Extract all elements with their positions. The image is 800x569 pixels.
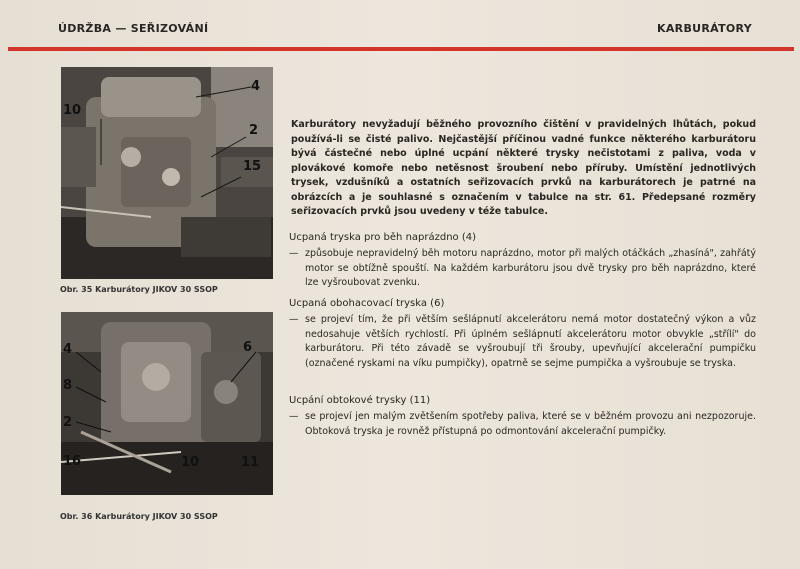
figure-36-callout-16: 16 [63,454,82,469]
section-enrichment-jet-title: Ucpaná obohacovací tryska (6) [289,298,445,309]
carburetor-photo-1-image [61,67,273,279]
figure-36-callout-2: 2 [63,415,73,430]
figure-36-callout-4: 4 [63,342,73,357]
figure-36-callout-10: 10 [181,455,200,470]
figure-35-callout-4: 4 [251,79,261,94]
header-rule [8,47,794,51]
figure-36-photo [61,312,273,495]
section-bypass-jet-text: se projeví jen malým zvětšením spotřeby paliva, které se v běžném provozu ani nezpozoruje. Obtoková tryska je rovněž přístupná po odmontování akcelerační pumpičky. [305,411,756,437]
figure-36-caption: Obr. 36 Karburátory JIKOV 30 SSOP [60,512,218,521]
figure-36-callout-8: 8 [63,378,73,393]
figure-35-callout-15: 15 [243,159,262,174]
list-dash: — [289,248,299,259]
figure-36-callout-11: 11 [241,455,260,470]
figure-35-photo [61,67,273,279]
header-chapter-title: KARBURÁTORY [657,22,752,35]
section-bypass-jet-item [289,410,756,439]
section-enrichment-jet-item [289,313,756,371]
figure-36-callout-6: 6 [243,340,253,355]
list-dash: — [289,411,299,422]
section-idle-jet-title: Ucpaná tryska pro běh naprázdno (4) [289,232,477,243]
section-idle-jet-text: způsobuje nepravidelný běh motoru naprázdno, motor při malých otáčkách „zhasíná", zahřátý motor se obtížně spouští. Na každém karburátoru jsou dvě trysky pro běh naprázdno, které lze vyšroubovat zvenku. [305,248,756,288]
header-section-title: ÚDRŽBA — SEŘIZOVÁNÍ [58,22,209,35]
figure-35-callout-10: 10 [63,103,82,118]
figure-35-callout-2: 2 [249,123,259,138]
list-dash: — [289,314,299,325]
section-bypass-jet-title: Ucpání obtokové trysky (11) [289,395,431,406]
figure-35-caption: Obr. 35 Karburátory JIKOV 30 SSOP [60,285,218,294]
section-idle-jet-item [289,247,756,291]
intro-text: Karburátory nevyžadují běžného provozního čištění v pravidelných lhůtách, pokud používá-li se čisté palivo. Nejčastější příčinou vadné funkce některého karburátoru bývá částečné nebo úplné ucpání některé trysky nečistotami z paliva, voda v plovákové komoře nebo netěsnost šroubení nebo příruby. Umístění jednotlivých trysek, vzdušníků a ostatních seřizovacích prvků na karburátorech je patrné na obrázcích a je souhlasné s označením v tabulce na str. 61. Předepsané rozměry seřizovacích prvků jsou uvedeny v téže tabulce. [291,119,756,217]
section-enrichment-jet-text: se projeví tím, že při větším sešlápnutí akcelerátoru nemá motor dostatečný výkon a vůz nedosahuje větších rychlostí. Při úplném sešlápnutí akcelerátoru motor obvykle „střílí" do karburátoru. Při této závadě se vyšroubují tři šrouby, upevňující akcelerační pumpičku (označené ryskami na víku pumpičky), opatrně se sejme pumpička a vyšroubuje se tryska. [305,314,756,369]
intro-paragraph [291,118,756,220]
